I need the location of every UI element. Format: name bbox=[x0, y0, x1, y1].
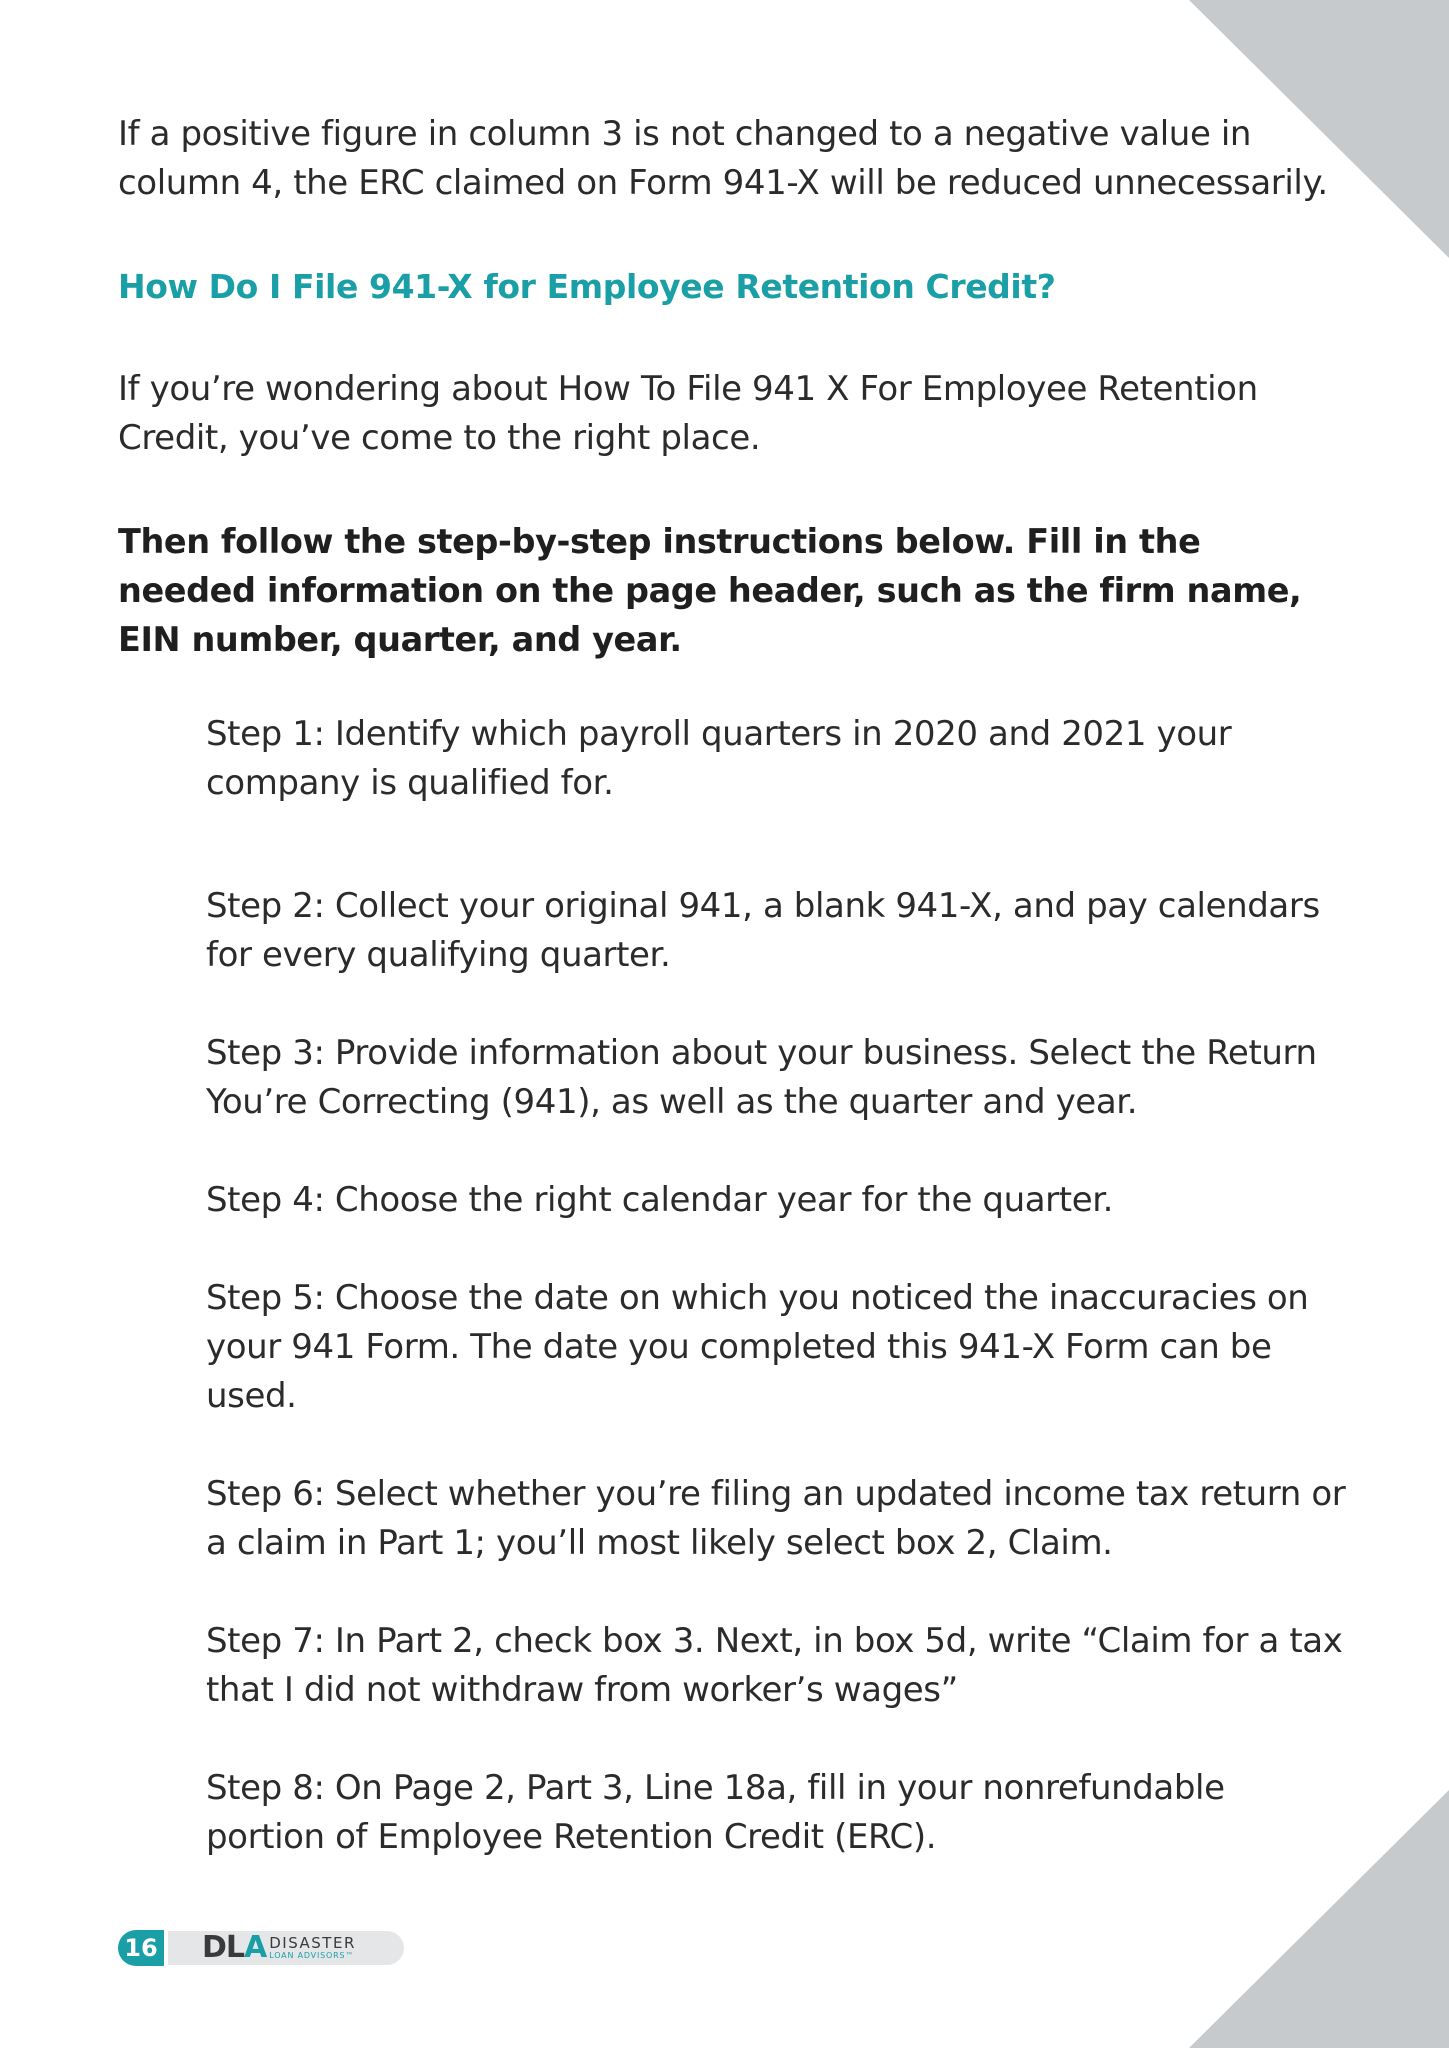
logo-letter-l: L bbox=[225, 1930, 245, 1965]
step-2: Step 2: Collect your original 941, a blank 941-X, and pay calendars for every qualifying quarter. bbox=[206, 886, 1320, 975]
logo-letter-d: D bbox=[202, 1930, 226, 1965]
instructions-intro: Then follow the step-by-step instructions below. Fill in the needed information on the page header, such as the firm name, EIN number, quarter, and year. bbox=[118, 522, 1302, 659]
step-8: Step 8: On Page 2, Part 3, Line 18a, fill in your nonrefundable portion of Employee Retention Credit (ERC). bbox=[206, 1768, 1225, 1857]
intro-paragraph: If a positive figure in column 3 is not changed to a negative value in column 4, the ERC claimed on Form 941-X will be reduced unnecessarily. bbox=[118, 114, 1328, 203]
step-7: Step 7: In Part 2, check box 3. Next, in box 5d, write “Claim for a tax that I did not withdraw from worker’s wages” bbox=[206, 1621, 1343, 1710]
logo-mark bbox=[202, 1930, 267, 1965]
step-1: Step 1: Identify which payroll quarters in 2020 and 2021 your company is qualified for. bbox=[206, 714, 1232, 803]
page-number: 16 bbox=[118, 1930, 164, 1966]
logo-word-loan-advisors: LOAN ADVISORS™ bbox=[269, 1951, 355, 1960]
step-6: Step 6: Select whether you’re filing an updated income tax return or a claim in Part 1; you’ll most likely select box 2, Claim. bbox=[206, 1474, 1346, 1563]
logo-word-disaster: DISASTER bbox=[269, 1934, 356, 1952]
step-4: Step 4: Choose the right calendar year for the quarter. bbox=[206, 1180, 1114, 1220]
page-content bbox=[118, 110, 1346, 1911]
step-3: Step 3: Provide information about your business. Select the Return You’re Correcting (941), as well as the quarter and year. bbox=[206, 1033, 1317, 1122]
logo-letter-a: A bbox=[244, 1930, 267, 1965]
page-footer bbox=[118, 1930, 404, 1966]
step-5: Step 5: Choose the date on which you noticed the inaccuracies on your 941 Form. The date you completed this 941-X Form can be used. bbox=[206, 1278, 1309, 1416]
steps-list bbox=[206, 710, 1346, 1862]
section-heading: How Do I File 941-X for Employee Retention Credit? bbox=[118, 267, 1056, 306]
body-paragraph: If you’re wondering about How To File 941 X For Employee Retention Credit, you’ve come to the right place. bbox=[118, 369, 1258, 458]
logo-wordmark bbox=[269, 1936, 356, 1960]
brand-logo bbox=[168, 1931, 404, 1965]
